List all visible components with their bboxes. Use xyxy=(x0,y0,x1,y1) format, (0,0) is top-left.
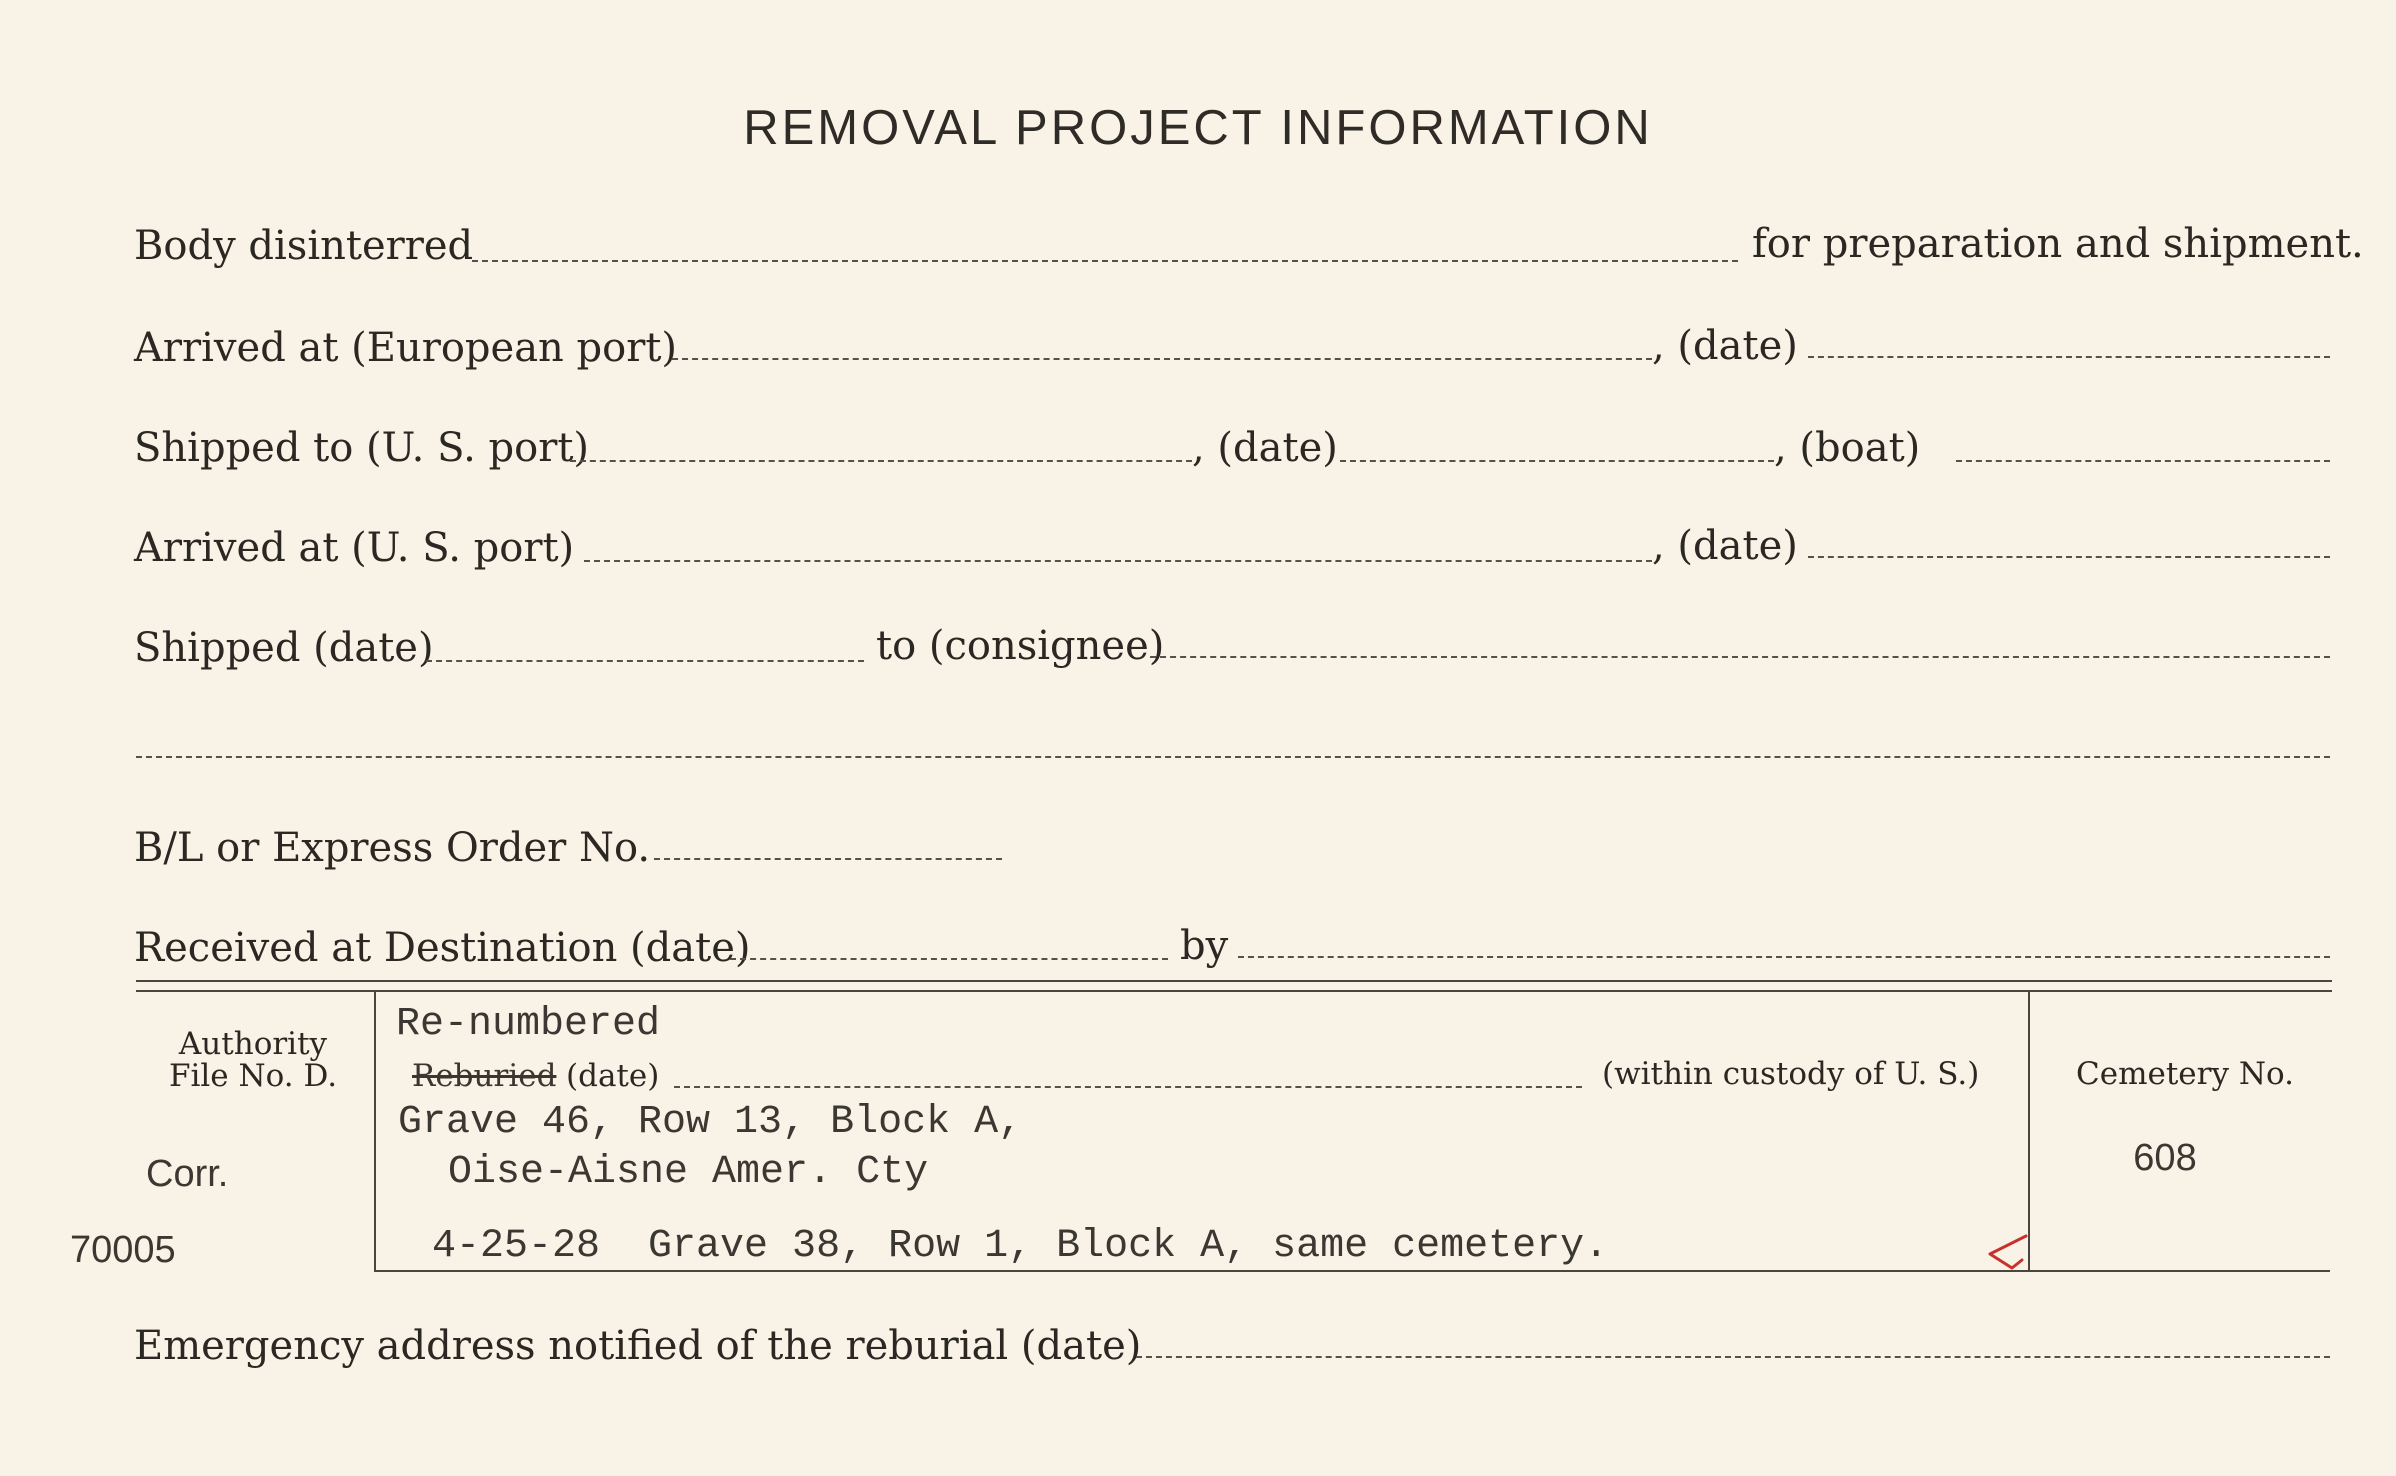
emergency-date-field xyxy=(1136,1356,2330,1358)
received-by-field xyxy=(1238,956,2330,958)
cemetery-number-typed: 608 xyxy=(2133,1137,2197,1179)
cemetery-no-label: Cemetery No. xyxy=(2076,1056,2294,1092)
us-port-field xyxy=(570,460,1192,462)
box-top-rule-1 xyxy=(136,980,2332,982)
body-disinterred-field xyxy=(472,260,1738,262)
file-number-typed: 70005 xyxy=(70,1229,176,1271)
arrived-european-port-label: Arrived at (European port) xyxy=(134,325,678,371)
box-left-divider xyxy=(374,992,376,1270)
consignee-field xyxy=(1150,656,2330,658)
corr-typed: Corr. xyxy=(146,1153,229,1195)
card-title: REMOVAL PROJECT INFORMATION xyxy=(743,101,1653,155)
shipped-date-label: , (date) xyxy=(1192,425,1338,471)
boat-field xyxy=(1956,460,2330,462)
received-date-field xyxy=(730,958,1168,960)
preparation-shipment-label: for preparation and shipment. xyxy=(1752,221,2364,267)
european-date-field xyxy=(1808,356,2330,358)
arrived-us-date-label: , (date) xyxy=(1652,523,1798,569)
box-right-divider xyxy=(2028,992,2030,1270)
shipped-date-row-field xyxy=(426,660,864,662)
box-bottom-rule xyxy=(374,1270,2330,1272)
reburied-date-field xyxy=(674,1086,1582,1088)
arrived-us-port-label: Arrived at (U. S. port) xyxy=(134,525,575,571)
consignee-continuation-field xyxy=(136,756,2330,758)
arrived-us-port-field xyxy=(584,560,1652,562)
bl-express-order-label: B/L or Express Order No. xyxy=(134,825,651,871)
boat-label: , (boat) xyxy=(1774,425,1921,471)
bl-express-order-field xyxy=(654,858,1002,860)
red-check-mark-icon xyxy=(1982,1232,2032,1272)
reburied-printed-label: Reburied xyxy=(412,1058,557,1094)
reburied-date-label: (date) xyxy=(566,1058,660,1094)
emergency-address-label: Emergency address notified of the reburial (date) xyxy=(134,1323,1142,1369)
received-by-label: by xyxy=(1180,923,1229,969)
grave-line-1: Grave 46, Row 13, Block A, xyxy=(398,1100,1023,1145)
european-date-label: , (date) xyxy=(1652,323,1798,369)
authority-label: Authority xyxy=(178,1026,328,1062)
consignee-label: to (consignee) xyxy=(876,623,1165,669)
renumbered-typed: Re-numbered xyxy=(396,1002,661,1047)
box-top-rule-2 xyxy=(136,990,2332,992)
received-destination-label: Received at Destination (date) xyxy=(134,925,751,971)
custody-note: (within custody of U. S.) xyxy=(1602,1056,1980,1092)
european-port-field xyxy=(672,358,1652,360)
body-disinterred-label: Body disinterred xyxy=(134,223,474,269)
arrived-us-date-field xyxy=(1808,556,2330,558)
file-number-label: File No. D. xyxy=(168,1058,338,1094)
grave-line-2: Oise-Aisne Amer. Cty xyxy=(448,1150,929,1195)
shipped-date-row-label: Shipped (date) xyxy=(134,625,434,671)
reburial-entry: 4-25-28 Grave 38, Row 1, Block A, same cemetery. xyxy=(432,1224,1609,1269)
shipped-to-us-port-label: Shipped to (U. S. port) xyxy=(134,425,589,471)
shipped-date-field xyxy=(1340,460,1774,462)
